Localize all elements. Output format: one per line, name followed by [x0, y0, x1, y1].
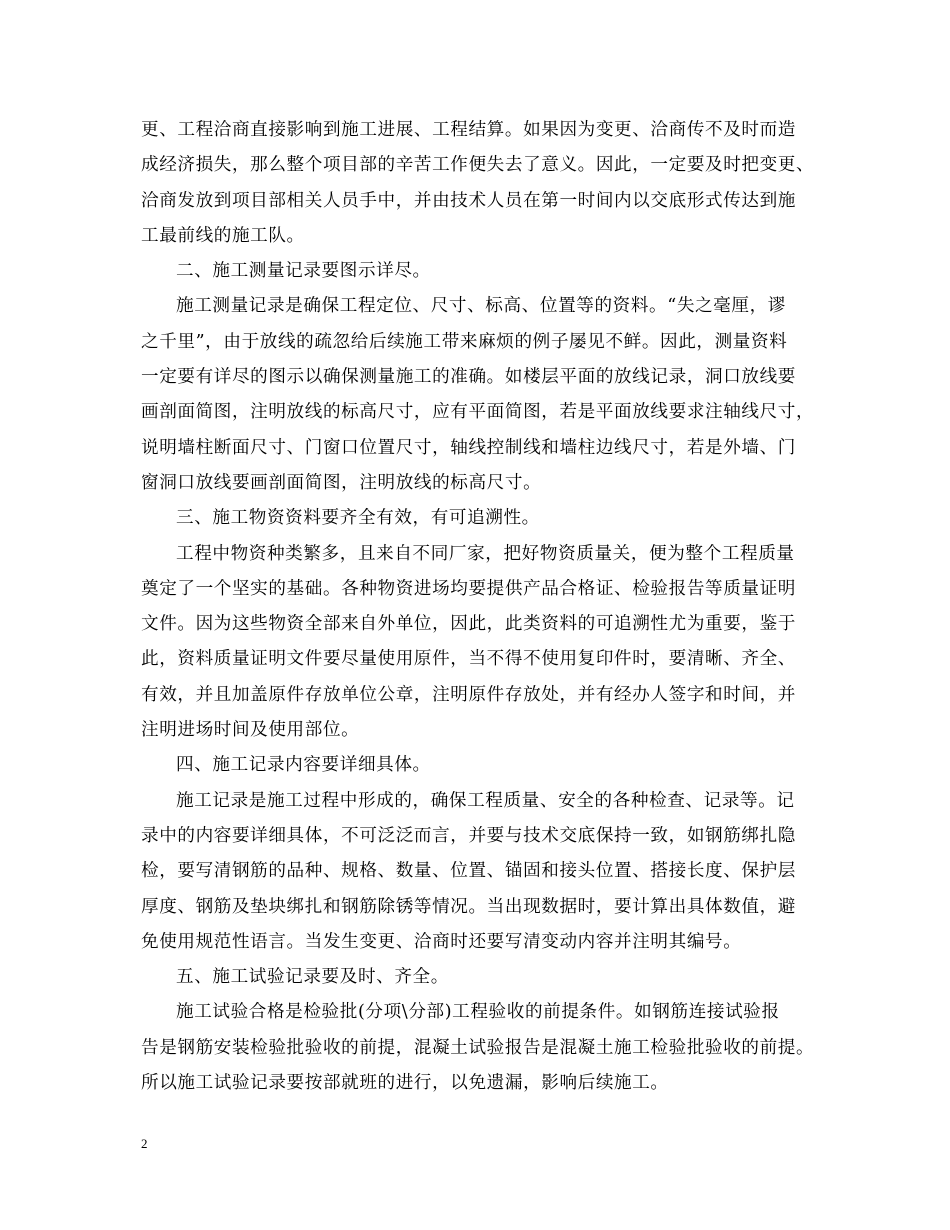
- text-line: 有效，并且加盖原件存放单位公章，注明原件存放处，并有经办人签字和时间，并: [141, 684, 796, 705]
- text-line: 洽商发放到项目部相关人员手中，并由技术人员在第一时间内以交底形式传达到施: [141, 190, 796, 211]
- paragraph-first-line: 二、施工测量记录要图示详尽。: [176, 261, 431, 282]
- paragraph-first-line: 五、施工试验记录要及时、齐全。: [176, 967, 449, 988]
- text-line: 告是钢筋安装检验批验收的前提，混凝土试验报告是混凝土施工检验批验收的前提。: [141, 1037, 815, 1058]
- text-line: 此，资料质量证明文件要尽量使用原件，当不得不使用复印件时，要清晰、齐全、: [141, 649, 796, 670]
- text-line: 窗洞口放线要画剖面简图，注明放线的标高尺寸。: [141, 472, 542, 493]
- paragraph-first-line: 施工测量记录是确保工程定位、尺寸、标高、位置等的资料。“失之毫厘，谬: [176, 296, 786, 317]
- paragraph-first-line: 施工记录是施工过程中形成的，确保工程质量、安全的各种检查、记录等。记: [176, 790, 795, 811]
- page-number: 2: [141, 1136, 148, 1151]
- text-line: 一定要有详尽的图示以确保测量施工的准确。如楼层平面的放线记录，洞口放线要: [141, 367, 796, 388]
- text-line: 检，要写清钢筋的品种、规格、数量、位置、锚固和接头位置、搭接长度、保护层: [141, 861, 796, 882]
- text-line: 成经济损失，那么整个项目部的辛苦工作便失去了意义。因此，一定要及时把变更、: [141, 155, 815, 176]
- text-line: 工最前线的施工队。: [141, 225, 305, 246]
- text-line: 说明墙柱断面尺寸、门窗口位置尺寸，轴线控制线和墙柱边线尺寸，若是外墙、门: [141, 437, 796, 458]
- text-line: 画剖面简图，注明放线的标高尺寸，应有平面简图，若是平面放线要求注轴线尺寸，: [141, 402, 815, 423]
- text-line: 录中的内容要详细具体，不可泛泛而言，并要与技术交底保持一致，如钢筋绑扎隐: [141, 825, 796, 846]
- paragraph-first-line: 三、施工物资资料要齐全有效，有可追溯性。: [176, 508, 540, 529]
- paragraph-first-line: 工程中物资种类繁多，且来自不同厂家，把好物资质量关，便为整个工程质量: [176, 543, 795, 564]
- text-line: 奠定了一个坚实的基础。各种物资进场均要提供产品合格证、检验报告等质量证明: [141, 578, 796, 599]
- text-line: 厚度、钢筋及垫块绑扎和钢筋除锈等情况。当出现数据时，要计算出具体数值，避: [141, 896, 796, 917]
- text-line: 免使用规范性语言。当发生变更、洽商时还要写清变动内容并注明其编号。: [141, 931, 742, 952]
- text-line: 更、工程洽商直接影响到施工进展、工程结算。如果因为变更、洽商传不及时而造: [141, 120, 796, 140]
- text-line: 注明进场时间及使用部位。: [141, 720, 360, 741]
- document-body: [141, 113, 813, 1101]
- text-line: 之千里”，由于放线的疏忽给后续施工带来麻烦的例子屡见不鲜。因此，测量资料: [141, 331, 788, 352]
- text-line: 文件。因为这些物资全部来自外单位，因此，此类资料的可追溯性尤为重要，鉴于: [141, 614, 796, 635]
- paragraph-first-line: 四、施工记录内容要详细具体。: [176, 755, 431, 776]
- paragraph-first-line: 施工试验合格是检验批(分项\分部)工程验收的前提条件。如钢筋连接试验报: [176, 1002, 780, 1023]
- text-line: 所以施工试验记录要按部就班的进行，以免遗漏，影响后续施工。: [141, 1073, 669, 1094]
